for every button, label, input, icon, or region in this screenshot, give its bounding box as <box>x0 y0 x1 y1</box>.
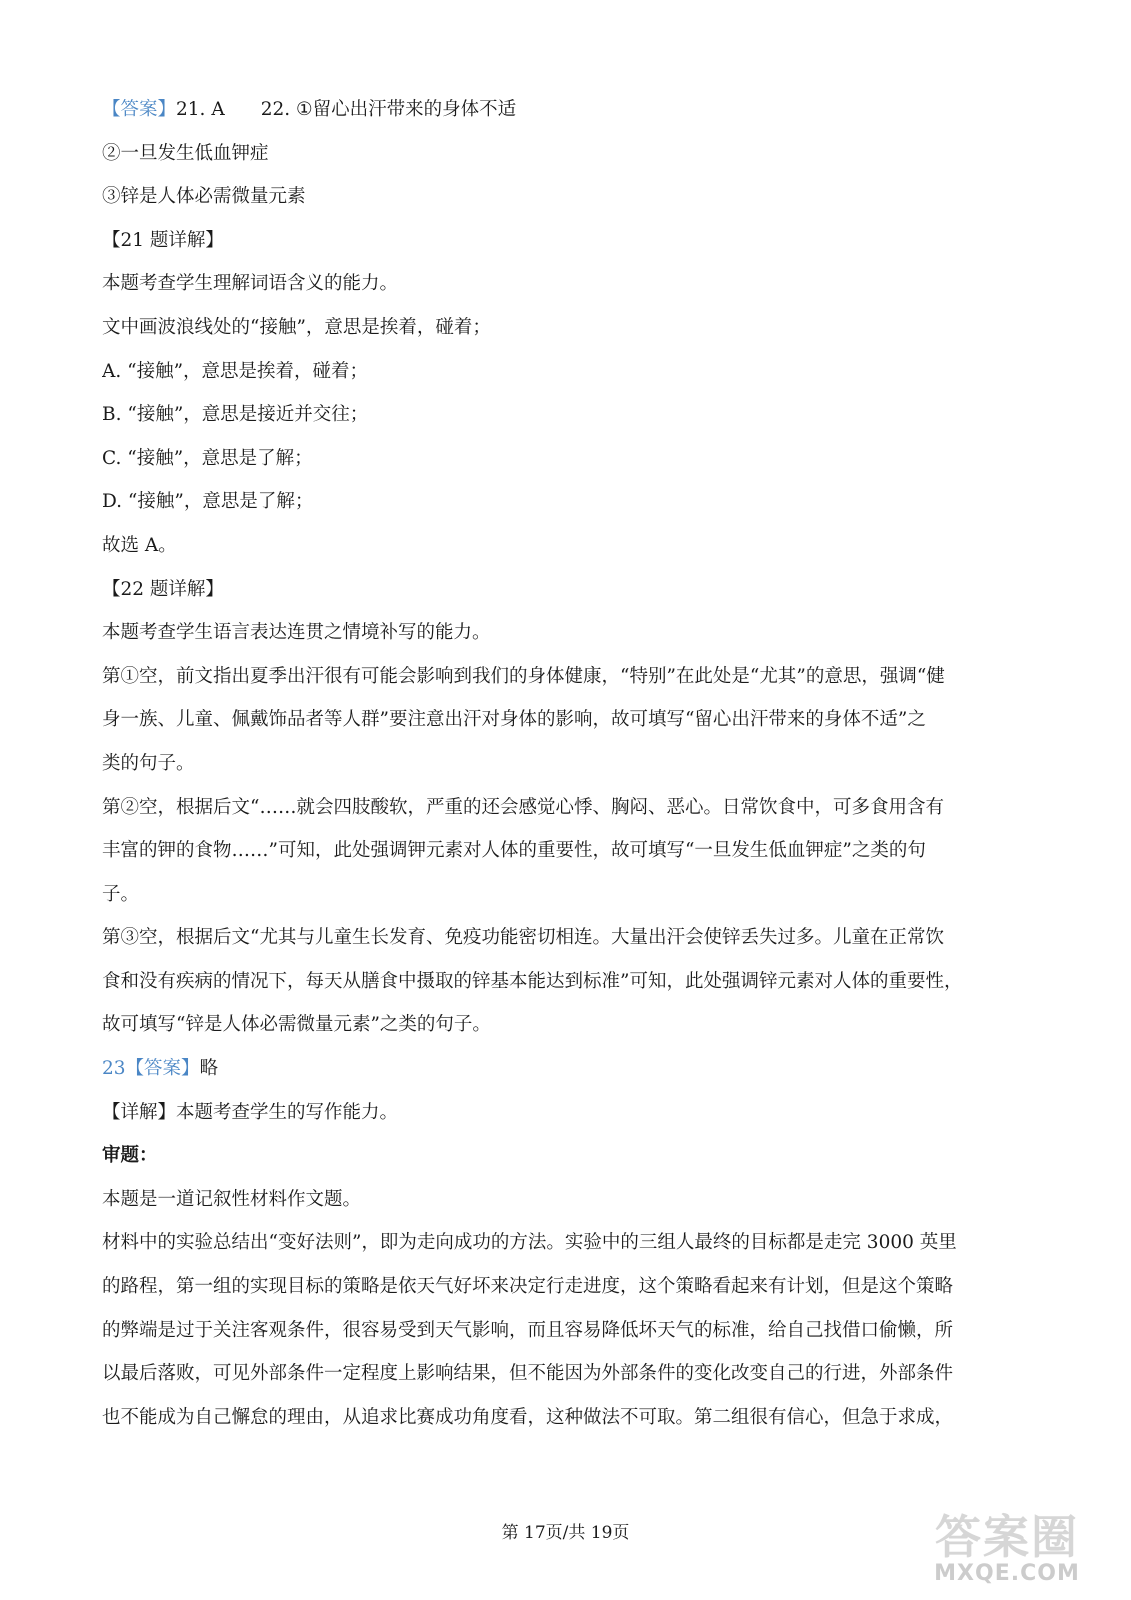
q21-option-d: D. “接触”，意思是了解； <box>102 491 314 513</box>
watermark-title: 答案圈 <box>935 1510 1079 1564</box>
q23-review-heading: 审题： <box>102 1145 158 1167</box>
page-content <box>102 88 1022 1439</box>
q22-detail-line: 子。 <box>102 883 140 905</box>
q23-answer-line <box>102 1047 1022 1091</box>
q23-answer-tag: 【答案】 <box>125 1058 200 1080</box>
q21-detail-line: 文中画波浪线处的“接触”，意思是挨着，碰着； <box>102 316 491 338</box>
q23-number: 23 <box>102 1058 126 1080</box>
q22-detail-line: 身一族、儿童、佩戴饰品者等人群”要注意出汗对身体的影响，故可填写“留心出汗带来的身体不适”之 <box>102 709 926 731</box>
q22-detail-line: 故可填写“锌是人体必需微量元素”之类的句子。 <box>102 1014 491 1036</box>
answer-22-blank2: ②一旦发生低血钾症 <box>102 142 269 164</box>
q22-detail-line: 第①空，前文指出夏季出汗很有可能会影响到我们的身体健康，“特别”在此处是“尤其”的意思，强调“健 <box>102 665 945 687</box>
q21-option-a: A. “接触”，意思是挨着，碰着； <box>102 360 369 382</box>
q23-detail: 【详解】本题考查学生的写作能力。 <box>102 1101 399 1123</box>
q21-detail-heading: 【21 题详解】 <box>102 229 224 251</box>
q22-detail-line: 第③空，根据后文“尤其与儿童生长发育、免疫功能密切相连。大量出汗会使锌丢失过多。儿童在正常饮 <box>102 927 944 949</box>
q23-detail-line: 材料中的实验总结出“变好法则”，即为走向成功的方法。实验中的三组人最终的目标都是走完 3000 英里 <box>102 1232 957 1254</box>
q22-detail-line: 第②空，根据后文“……就会四肢酸软，严重的还会感觉心悸、胸闷、恶心。日常饮食中，可多食用含有 <box>102 796 944 818</box>
answer-22-blank1: 22. ①留心出汗带来的身体不适 <box>260 99 517 120</box>
q22-detail-line: 丰富的钾的食物……”可知，此处强调钾元素对人体的重要性，故可填写“一旦发生低血钾症”之类的句 <box>102 840 926 862</box>
q23-detail-line: 也不能成为自己懈怠的理由，从追求比赛成功角度看，这种做法不可取。第二组很有信心，但急于求成， <box>102 1406 954 1428</box>
watermark-url: MXQE.COM <box>934 1561 1080 1586</box>
q22-detail-line: 食和没有疾病的情况下，每天从膳食中摄取的锌基本能达到标准”可知，此处强调锌元素对人体的重要性， <box>102 970 963 992</box>
q22-detail-heading: 【22 题详解】 <box>102 578 224 600</box>
q21-option-c: C. “接触”，意思是了解； <box>102 447 313 469</box>
q22-detail-line: 类的句子。 <box>102 752 195 774</box>
q23-detail-line: 以最后落败，可见外部条件一定程度上影响结果，但不能因为外部条件的变化改变自己的行进，外部条件 <box>102 1363 954 1385</box>
q21-detail-line: 本题考查学生理解词语含义的能力。 <box>102 273 399 295</box>
q22-detail-line: 本题考查学生语言表达连贯之情境补写的能力。 <box>102 622 491 644</box>
answer-line-21-22 <box>102 88 1022 132</box>
answer-tag: 【答案】 <box>102 99 177 120</box>
q23-detail-line: 本题是一道记叙性材料作文题。 <box>102 1188 362 1210</box>
answer-21: 21. A <box>176 99 225 120</box>
q23-detail-line: 的弊端是过于关注客观条件，很容易受到天气影响，而且容易降低坏天气的标准，给自己找借口偷懒，所 <box>102 1319 954 1341</box>
q21-option-b: B. “接触”，意思是接近并交往； <box>102 404 369 426</box>
q23-answer: 略 <box>199 1058 219 1080</box>
watermark-logo <box>907 1512 1107 1592</box>
answer-22-blank3: ③锌是人体必需微量元素 <box>102 186 306 208</box>
q21-conclusion: 故选 A。 <box>102 534 177 556</box>
page-number-footer: 第 17页/共 19页 <box>501 1523 630 1543</box>
q23-detail-line: 的路程，第一组的实现目标的策略是依天气好坏来决定行走进度，这个策略看起来有计划，但是这个策略 <box>102 1276 954 1298</box>
